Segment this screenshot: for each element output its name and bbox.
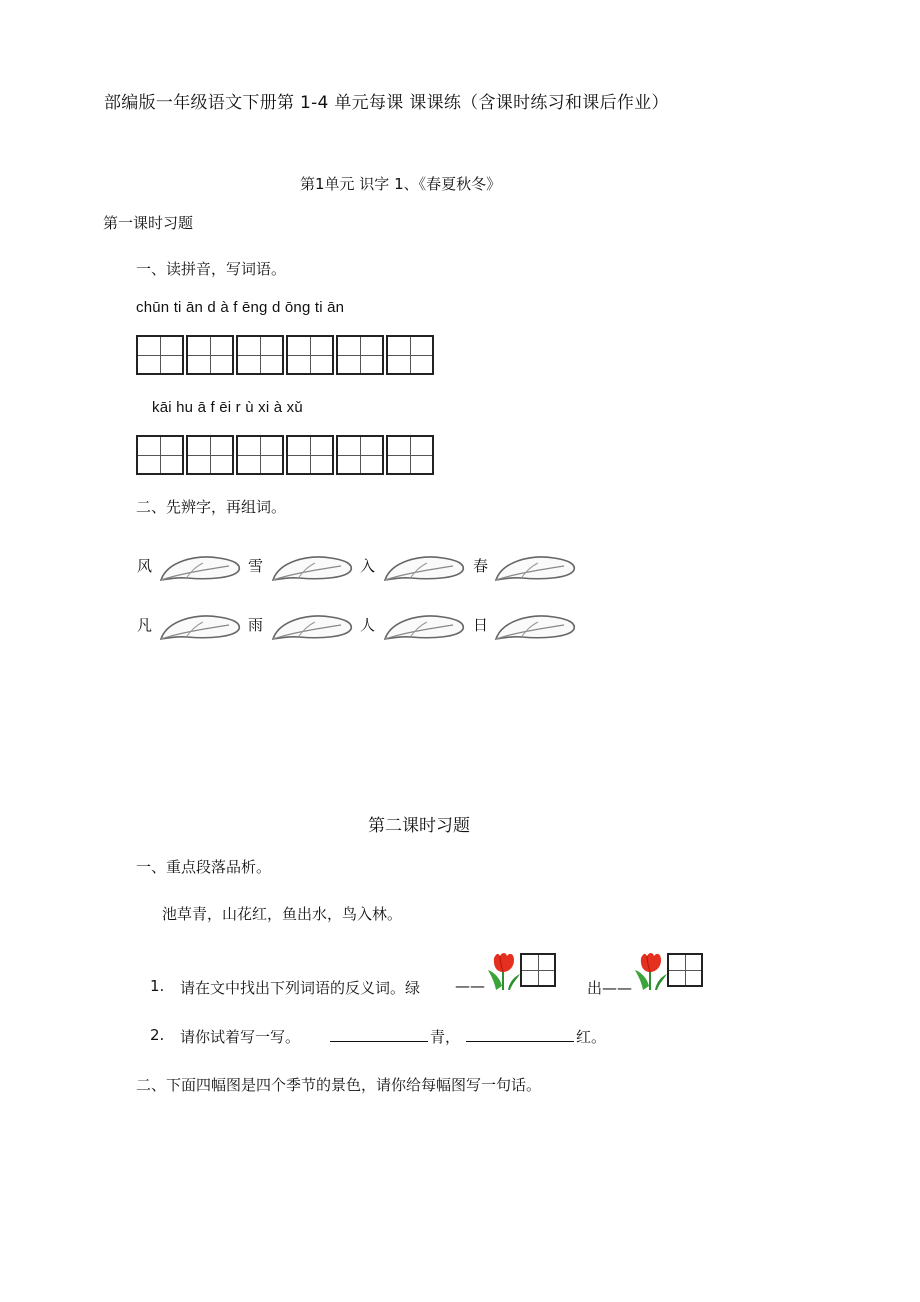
item1-second-word: 出—— bbox=[587, 979, 633, 997]
leaf-answer-icon[interactable] bbox=[157, 611, 243, 643]
leaf-answer-icon[interactable] bbox=[269, 552, 355, 584]
writing-cell[interactable] bbox=[336, 335, 384, 375]
writing-cell[interactable] bbox=[286, 435, 334, 475]
leaf-answer-icon[interactable] bbox=[492, 611, 578, 643]
lesson1-q1-title: 一、读拼音，写词语。 bbox=[136, 260, 287, 278]
char-feng: 风 bbox=[137, 557, 153, 575]
char-ri: 日 bbox=[473, 616, 489, 634]
writing-cell[interactable] bbox=[186, 435, 234, 475]
writing-cell[interactable] bbox=[136, 435, 184, 475]
writing-cell[interactable] bbox=[136, 335, 184, 375]
tulip-icon bbox=[488, 950, 522, 990]
pinyin-row-2: kāi hu ā f ēi r ù xi à xǔ bbox=[152, 399, 303, 416]
answer-box-2[interactable] bbox=[667, 953, 703, 987]
item2-text: 请你试着写一写。 bbox=[180, 1028, 301, 1046]
item1-dash: —— bbox=[455, 977, 485, 995]
writing-cell[interactable] bbox=[386, 335, 434, 375]
document-title: 部编版一年级语文下册第 1-4 单元每课 课课练（含课时练习和课后作业） bbox=[104, 93, 669, 113]
item2-number: 2. bbox=[150, 1026, 165, 1044]
passage-text: 池草青，山花红，鱼出水，鸟入林。 bbox=[162, 905, 403, 923]
writing-cell[interactable] bbox=[386, 435, 434, 475]
char-xue: 雪 bbox=[248, 557, 264, 575]
lesson1-heading: 第一课时习题 bbox=[103, 214, 194, 232]
writing-cell[interactable] bbox=[236, 435, 284, 475]
char-yu: 雨 bbox=[248, 616, 264, 634]
char-fan: 凡 bbox=[137, 616, 153, 634]
item1-text: 请在文中找出下列词语的反义词。绿 bbox=[180, 979, 421, 997]
answer-box-1[interactable] bbox=[520, 953, 556, 987]
writing-cell[interactable] bbox=[336, 435, 384, 475]
lesson1-q2-title: 二、先辨字，再组词。 bbox=[136, 498, 287, 516]
writing-cell[interactable] bbox=[236, 335, 284, 375]
item1-number: 1. bbox=[150, 977, 165, 995]
writing-cell[interactable] bbox=[286, 335, 334, 375]
writing-grid-row-2 bbox=[136, 435, 436, 475]
pinyin-row-1: chūn ti ān d à f ēng d ōng ti ān bbox=[136, 299, 345, 316]
leaf-answer-icon[interactable] bbox=[157, 552, 243, 584]
leaf-answer-icon[interactable] bbox=[381, 611, 467, 643]
writing-grid-row-1 bbox=[136, 335, 436, 375]
blank-line-2[interactable] bbox=[466, 1027, 574, 1042]
writing-cell[interactable] bbox=[186, 335, 234, 375]
leaf-answer-icon[interactable] bbox=[269, 611, 355, 643]
blank-line-1[interactable] bbox=[330, 1027, 428, 1042]
lesson2-heading: 第二课时习题 bbox=[368, 816, 470, 836]
tulip-icon bbox=[635, 950, 669, 990]
char-ru: 入 bbox=[360, 557, 376, 575]
leaf-answer-icon[interactable] bbox=[492, 552, 578, 584]
leaf-answer-icon[interactable] bbox=[381, 552, 467, 584]
item2-end: 红。 bbox=[576, 1028, 607, 1046]
char-chun: 春 bbox=[473, 557, 489, 575]
lesson2-q1-title: 一、重点段落品析。 bbox=[136, 858, 272, 876]
char-ren: 人 bbox=[360, 616, 376, 634]
item2-mid: 青， bbox=[430, 1028, 461, 1046]
unit-heading: 第1单元 识字 1、《春夏秋冬》 bbox=[300, 175, 502, 193]
lesson2-q2-title: 二、下面四幅图是四个季节的景色，请你给每幅图写一句话。 bbox=[136, 1076, 542, 1094]
